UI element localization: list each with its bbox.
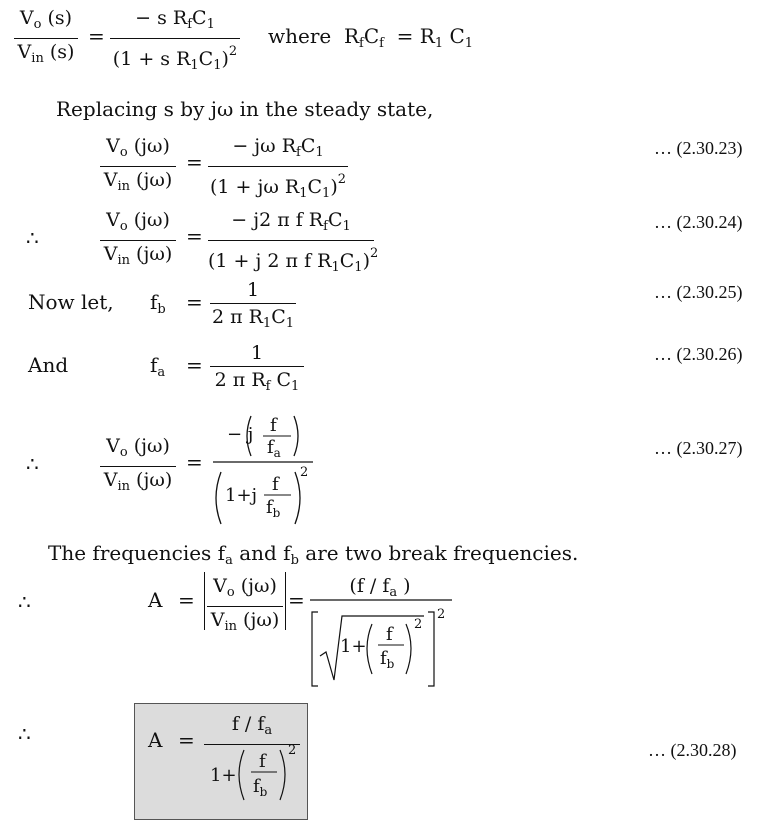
line1-lhs-fraction: [14, 6, 78, 71]
eq27-lhs: $V_o$ (jω) $V_{in}$ (jω): [100, 434, 176, 499]
eq24-rhs: − j2 π f $R_fC_1$ (1 + j 2 π f $R_1C_1)^2$: [208, 209, 379, 275]
eq24-lhs: $V_o$ (jω) $V_{in}$ (jω): [100, 208, 176, 273]
exponent: 2: [437, 607, 446, 622]
equals-sign: =: [186, 353, 203, 377]
equation-number: … (2.30.26): [654, 344, 743, 364]
eq26-rhs: 1 2 π $R_f$ $C_1$: [210, 341, 304, 399]
therefore-symbol: ∴: [18, 722, 31, 746]
and-label: And: [28, 353, 69, 377]
equals-sign: =: [186, 290, 203, 314]
amplitude-var: A: [148, 588, 163, 612]
equation-number: … (2.30.24): [654, 212, 743, 232]
equation-number: … (2.30.23): [654, 138, 743, 158]
one-plus: 1+: [210, 765, 237, 786]
equation-number: … (2.30.25): [654, 282, 743, 302]
one-plus-j: 1+j: [225, 485, 258, 506]
fa-variable: $f_a$: [150, 353, 166, 380]
eq23-rhs: − jω $R_fC_1$ (1 + jω $R_1C_1)^2$: [209, 135, 347, 201]
final-numerator: f / $f_a$: [204, 712, 300, 746]
amp-rhs-numerator: ($f / f_a$ ): [349, 575, 411, 600]
amp-lhs-fraction: $V_o$ (jω) $V_{in}$ (jω): [207, 574, 283, 639]
equals-sign: =: [178, 588, 195, 612]
line1-numerator: − s $R_fC_1$: [135, 7, 215, 32]
therefore-symbol: ∴: [26, 226, 39, 250]
svg-text:f: f: [386, 624, 393, 645]
exponent: 2: [414, 617, 423, 632]
svg-text:f: f: [259, 751, 266, 772]
now-let-label: Now let,: [28, 290, 114, 314]
frequencies-text: The frequencies $f_a$ and $f_b$ are two break frequencies.: [48, 541, 579, 568]
final-amplitude-var: A: [148, 728, 163, 752]
line1-rhs-fraction: [110, 6, 240, 78]
equation-number: … (2.30.27): [654, 438, 743, 458]
equals-sign: =: [288, 588, 305, 612]
eq27-rhs: [205, 400, 325, 530]
therefore-symbol: ∴: [26, 452, 39, 476]
eq25-rhs: 1 2 π $R_1C_1$: [211, 279, 295, 331]
svg-text:fb: $f_b$: [266, 497, 281, 520]
vo-s: $V_o$ (s): [19, 7, 73, 32]
line1-denominator: (1 + s $R_1C_1)^2$: [112, 44, 238, 73]
exponent: 2: [288, 743, 297, 758]
equation-number: … (2.30.28): [648, 740, 737, 760]
svg-text:fb: $f_b$: [380, 648, 395, 671]
minus-j: − j: [227, 424, 254, 445]
equals-sign: =: [186, 150, 203, 174]
eq23-lhs: $V_o$ (jω) $V_{in}$ (jω): [100, 134, 176, 199]
amp-rhs-denominator: [306, 598, 456, 690]
replacing-text: Replacing s by jω in the steady state,: [56, 97, 434, 121]
equals-sign: =: [186, 450, 203, 474]
vin-s: $V_{in}$ (s): [17, 41, 75, 66]
equals-sign: =: [178, 728, 195, 752]
svg-text:f: f: [272, 474, 279, 495]
svg-text:fa: $f_a$: [267, 437, 281, 460]
svg-text:fb: $f_b$: [253, 776, 268, 799]
one-plus: 1+: [340, 636, 367, 657]
f-var: f: [270, 415, 277, 436]
fb-variable: $f_b$: [150, 290, 166, 317]
therefore-symbol: ∴: [18, 590, 31, 614]
exponent: 2: [300, 465, 309, 480]
equals-sign: =: [186, 224, 203, 248]
equals-sign: =: [88, 24, 105, 48]
where-clause: where $R_fC_f = R_1$ $C_1$: [268, 24, 474, 51]
final-denominator: [206, 742, 302, 806]
